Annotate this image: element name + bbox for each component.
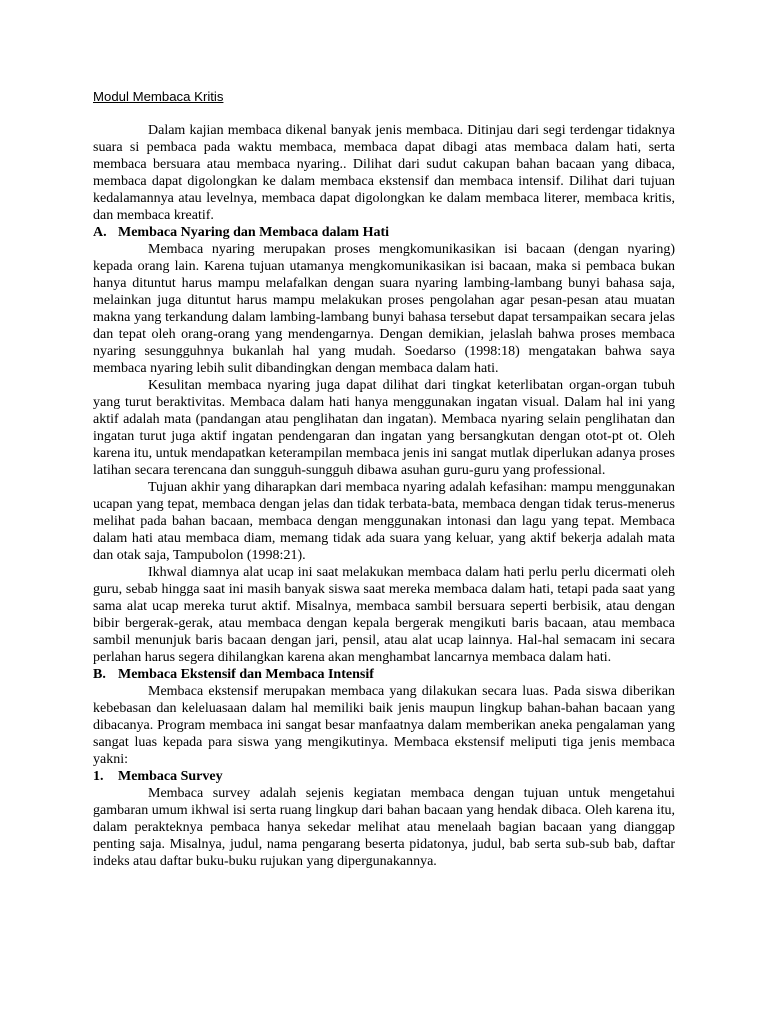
section-a-title: Membaca Nyaring dan Membaca dalam Hati (118, 225, 390, 240)
section-b-heading (93, 666, 675, 683)
section-a-heading (93, 224, 675, 241)
section-b-title: Membaca Ekstensif dan Membaca Intensif (118, 667, 374, 682)
section-a-paragraph: Ikhwal diamnya alat ucap ini saat melakukan membaca dalam hati perlu perlu dicermati oleh guru, sebab hingga saat ini masih banyak siswa saat mereka membaca dalam hati, tetapi pada saat yang sama alat ucap mereka turut aktif. Misalnya, membaca sambil bersuara seperti berbisik, atau dengan bibir bergerak-gerak, atau membaca dengan kepala bergerak mengikuti baris bacaan, atau membaca sambil menunjuk baris bacaan dengan jari, pensil, atau alat ucap lainnya. Hal-hal semacam ini secara perlahan harus segera dihilangkan karena akan menghambat lancarnya membaca dalam hati. (93, 565, 675, 665)
subsection-1-number: 1. (93, 769, 104, 784)
intro-paragraph: Dalam kajian membaca dikenal banyak jenis membaca. Ditinjau dari segi terdengar tidaknya suara si pembaca pada waktu membaca, membaca dapat dibagi atas membaca dalam hati, serta membaca bersuara atau membaca nyaring.. Dilihat dari sudut cakupan bahan bacaan yang dibaca, membaca dapat digolongkan ke dalam membaca ekstensif dan membaca intensif. Dilihat dari tujuan kedalamannya atau levelnya, membaca dapat digolongkan ke dalam membaca literer, membaca kritis, dan membaca kreatif. (93, 123, 675, 223)
subsection-1-heading (93, 768, 675, 785)
document-title: Modul Membaca Kritis (93, 89, 224, 104)
document-body (93, 122, 675, 870)
section-a-paragraph: Tujuan akhir yang diharapkan dari membaca nyaring adalah kefasihan: mampu menggunakan ucapan yang tepat, membaca dengan jelas dan tidak terbata-bata, membaca dengan tidak terus-menerus melihat pada bahan bacaan, membaca dengan menggunakan intonasi dan lagu yang tepat. Membaca dalam hati atau membaca diam, memang tidak ada suara yang keluar, yang aktif bekerja adalah mata dan otak saja, Tampubolon (1998:21). (93, 480, 675, 563)
document-page (93, 88, 675, 870)
section-a-paragraph: Kesulitan membaca nyaring juga dapat dilihat dari tingkat keterlibatan organ-organ tubuh yang turut beraktivitas. Membaca dalam hati hanya menggunakan ingatan visual. Dalam hal ini yang aktif adalah mata (pandangan atau penglihatan dan ingatan). Membaca nyaring selain penglihatan dan ingatan turut juga aktif ingatan pendengaran dan ingatan yang bersangkutan dengan otot-pt ot. Oleh karena itu, untuk mendapatkan keterampilan membaca jenis ini sangat mutlak diperlukan adanya proses latihan secara terencana dan sungguh-sungguh dibawa asuhan guru-guru yang professional. (93, 378, 675, 478)
subsection-1-title: Membaca Survey (118, 769, 223, 784)
section-b-paragraph: Membaca ekstensif merupakan membaca yang dilakukan secara luas. Pada siswa diberikan kebebasan dan keleluasaan dalam hal memiliki baik jenis maupun lingkup bahan-bahan bacaan yang dibacanya. Program membaca ini sangat besar manfaatnya dalam memberikan aneka pengalaman yang sangat luas kepada para siswa yang mengikutinya. Membaca ekstensif meliputi tiga jenis membaca yakni: (93, 684, 675, 767)
section-b-number: B. (93, 667, 106, 682)
section-a-paragraph: Membaca nyaring merupakan proses mengkomunikasikan isi bacaan (dengan nyaring) kepada orang lain. Karena tujuan utamanya mengkomunikasikan isi bacaan, maka si pembaca bukan hanya dituntut harus mampu melafalkan dengan suara nyaring lambing-lambang bunyi bahasa saja, melainkan juga dituntut harus mampu melakukan proses pengolahan agar pesan-pesan atau muatan makna yang terkandung dalam lambing-lambang bunyi bahasa tersebut dapat tersampaikan secara jelas dan tepat oleh orang-orang yang mendengarnya. Dengan demikian, jelaslah bahwa proses membaca nyaring sesungguhnya bukanlah hal yang mudah. Soedarso (1998:18) mengatakan bahwa saya membaca nyaring lebih sulit dibandingkan dengan membaca dalam hati. (93, 242, 675, 376)
spacer (93, 105, 675, 122)
section-a-number: A. (93, 225, 107, 240)
subsection-1-paragraph: Membaca survey adalah sejenis kegiatan membaca dengan tujuan untuk mengetahui gambaran umum ikhwal isi serta ruang lingkup dari bahan bacaan yang hendak dibaca. Oleh karena itu, dalam perakteknya pembaca hanya sekedar melihat atau menelaah bagian bacaan yang dianggap penting saja. Misalnya, judul, nama pengarang beserta pidatonya, judul, bab serta sub-sub bab, daftar indeks atau daftar buku-buku rujukan yang dipergunakannya. (93, 786, 675, 869)
